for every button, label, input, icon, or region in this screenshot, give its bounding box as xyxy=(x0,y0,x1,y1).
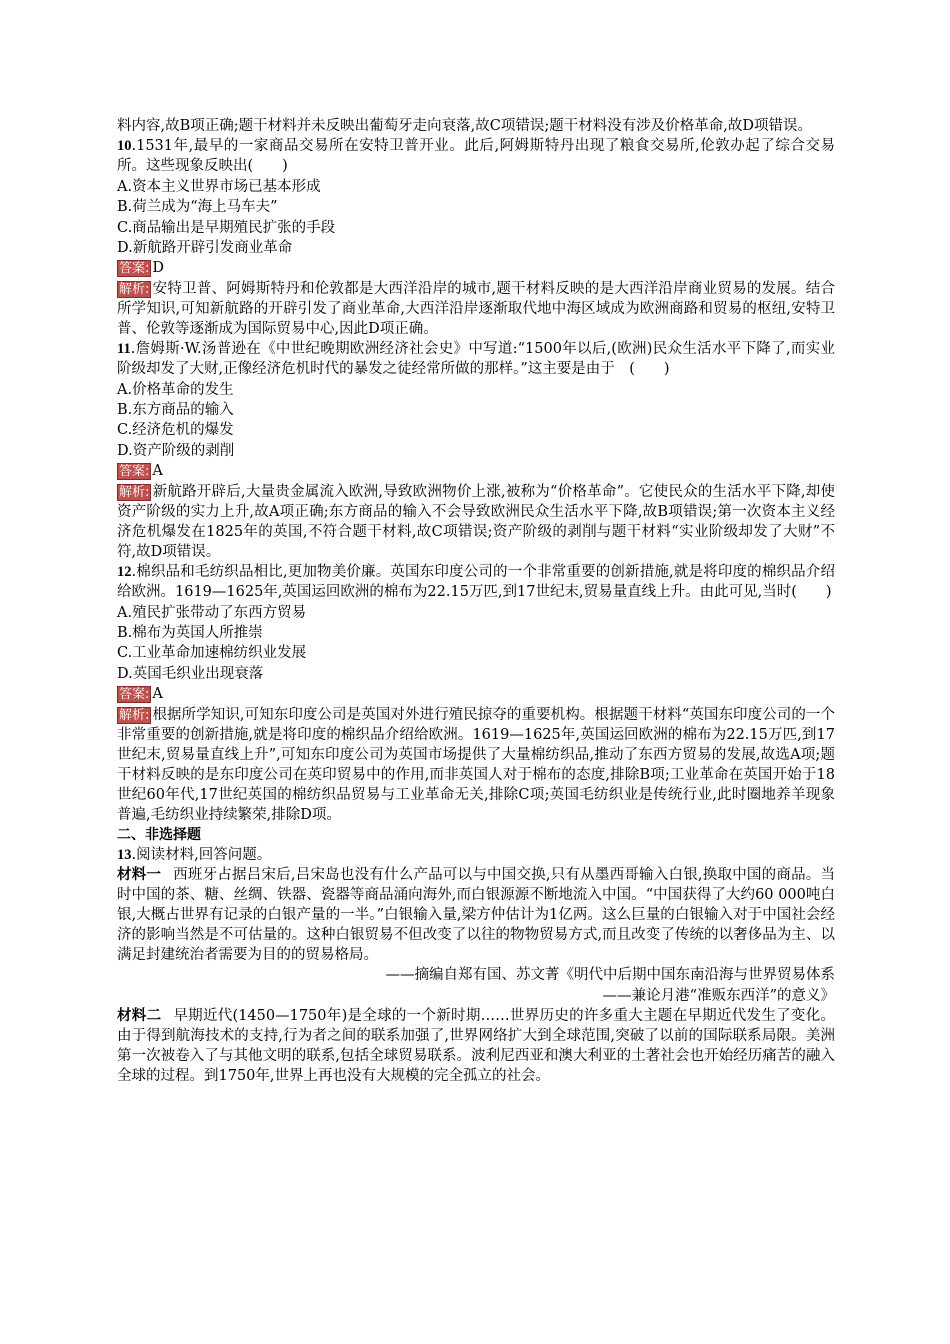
question-number: 13 xyxy=(117,846,132,863)
explanation-tag: 解析: xyxy=(119,281,150,297)
question-text: .阅读材料,回答问题。 xyxy=(131,846,272,863)
prev-explanation: 料内容,故B项正确;题干材料并未反映出葡萄牙走向衰落,故C项错误;题干材料没有涉及价格革命,故D项错误。 xyxy=(117,118,812,134)
option-b: B.东方商品的输入 xyxy=(117,402,234,419)
material-two xyxy=(117,1006,835,1086)
question-number: 12 xyxy=(117,563,132,580)
material-source: ——摘编自郑有国、苏文菁《明代中后期中国东南沿海与世界贸易体系 xyxy=(385,967,835,984)
answer-value: D xyxy=(152,260,165,277)
material-text: 早期近代(1450—1750年)是全球的一个新时期……世界历史的许多重大主题在早期近代发生了变化。由于得到航海技术的支持,行为者之间的联系加强了,世界网络扩大到全球范围,突破了以前的国际联系局限。美洲第一次被卷入了与其他文明的联系,包括全球贸易联系。波利尼西亚和澳大利亚的土著社会也开始经历痛苦的融入全球的过程。到1750年,世界上再也没有大规模的完全孤立的社会。 xyxy=(117,1008,835,1085)
option-b: B.棉布为英国人所推崇 xyxy=(117,624,263,641)
question-number: 11 xyxy=(117,340,131,357)
option-d: D.新航路开辟引发商业革命 xyxy=(117,240,293,257)
answer-line xyxy=(117,258,835,278)
question-text: .詹姆斯·W.汤普逊在《中世纪晚期欧洲经济社会史》中写道:“1500年以后,(欧洲)民众生活水平下降了,而实业阶级却发了大财,正像经济危机时代的暴发之徒经常所做的那样。”这主要是由于 ( ) xyxy=(117,340,835,378)
material-source-subtitle: ——兼论月港“准贩东西洋”的意义》 xyxy=(602,987,835,1004)
question-10 xyxy=(117,136,835,177)
document-body xyxy=(117,116,835,1086)
material-one xyxy=(117,865,835,965)
option-d: D.英国毛织业出现衰落 xyxy=(117,665,264,682)
material-label: 材料二 xyxy=(117,1008,162,1025)
answer-line xyxy=(117,461,835,481)
explanation-text: 根据所学知识,可知东印度公司是英国对外进行殖民掠夺的重要机构。根据题干材料“英国东印度公司的一个非常重要的创新措施,就是将印度的棉织品介绍给欧洲。1619—1625年,英国运回欧洲的棉布为22.15万匹,到17世纪末,贸易量直线上升”,可知东印度公司为英国市场提供了大量棉纺织品,推动了东西方贸易的发展,故选A项;题干材料反映的是东印度公司在英印贸易中的作用,而非英国人对于棉布的态度,排除B项;工业革命在英国开始于18世纪60年代,17世纪英国的棉纺织品贸易与工业革命无关,排除C项;英国毛纺织业是传统行业,此时圈地养羊现象普遍,毛纺织业持续繁荣,排除D项。 xyxy=(117,706,835,823)
answer-tag: 答案: xyxy=(119,261,150,277)
answer-line xyxy=(117,684,835,704)
section-heading: 二、非选择题 xyxy=(117,826,201,843)
question-number: 10 xyxy=(117,138,132,154)
answer-value: A xyxy=(152,463,163,480)
option-d: D.资产阶级的剥削 xyxy=(117,442,235,459)
explanation xyxy=(117,705,835,825)
question-text: .1531年,最早的一家商品交易所在安特卫普开业。此后,阿姆斯特丹出现了粮食交易所,伦敦办起了综合交易所。这些现象反映出( ) xyxy=(117,138,835,175)
explanation xyxy=(117,482,835,562)
option-c: C.商品输出是早期殖民扩张的手段 xyxy=(117,219,336,236)
question-13 xyxy=(117,845,835,865)
option-c: C.经济危机的爆发 xyxy=(117,422,234,439)
explanation-tag: 解析: xyxy=(119,484,150,500)
explanation-text: 安特卫普、阿姆斯特丹和伦敦都是大西洋沿岸的城市,题干材料反映的是大西洋沿岸商业贸易的发展。结合所学知识,可知新航路的开辟引发了商业革命,大西洋沿岸逐渐取代地中海区域成为欧洲商路和贸易的枢纽,安特卫普、伦敦等逐渐成为国际贸易中心,因此D项正确。 xyxy=(117,280,835,337)
material-label: 材料一 xyxy=(117,867,162,884)
question-12 xyxy=(117,562,835,603)
answer-tag: 答案: xyxy=(119,687,150,703)
material-text: 西班牙占据吕宋后,吕宋岛也没有什么产品可以与中国交换,只有从墨西哥输入白银,换取中国的商品。当时中国的茶、糖、丝绸、铁器、瓷器等商品涌向海外,而白银源源不断地流入中国。“中国获得了大约60 000吨白银,大概占世界有记录的白银产量的一半。”白银输入量,梁方仲估计为1亿两。这么巨量的白银输入对于中国社会经济的影响当然是不可估量的。这种白银贸易不但改变了以往的物物贸易方式,而且改变了传统的以奢侈品为主、以满足封建统治者需要为目的的贸易格局。 xyxy=(117,867,835,964)
option-c: C.工业革命加速棉纺织业发展 xyxy=(117,645,307,662)
answer-tag: 答案: xyxy=(119,464,150,480)
question-11 xyxy=(117,339,835,380)
option-a: A.价格革命的发生 xyxy=(117,381,234,398)
option-a: A.殖民扩张带动了东西方贸易 xyxy=(117,604,307,621)
option-b: B.荷兰成为“海上马车夫” xyxy=(117,199,278,216)
explanation-tag: 解析: xyxy=(119,707,150,723)
explanation xyxy=(117,279,835,339)
question-text: .棉织品和毛纺织品相比,更加物美价廉。英国东印度公司的一个非常重要的创新措施,就是将印度的棉织品介绍给欧洲。1619—1625年,英国运回欧洲的棉布为22.15万匹,到17世纪末,贸易量直线上升。由此可见,当时( ) xyxy=(117,563,835,601)
explanation-text: 新航路开辟后,大量贵金属流入欧洲,导致欧洲物价上涨,被称为“价格革命”。它使民众的生活水平下降,却使资产阶级的实力上升,故A项正确;东方商品的输入不会导致欧洲民众生活水平下降,故B项错误;第一次资本主义经济危机爆发在1825年的英国,不符合题干材料,故C项错误;资产阶级的剥削与题干材料“实业阶级却发了大财”不符,故D项错误。 xyxy=(117,483,835,560)
answer-value: A xyxy=(152,686,163,703)
option-a: A.资本主义世界市场已基本形成 xyxy=(117,178,321,195)
